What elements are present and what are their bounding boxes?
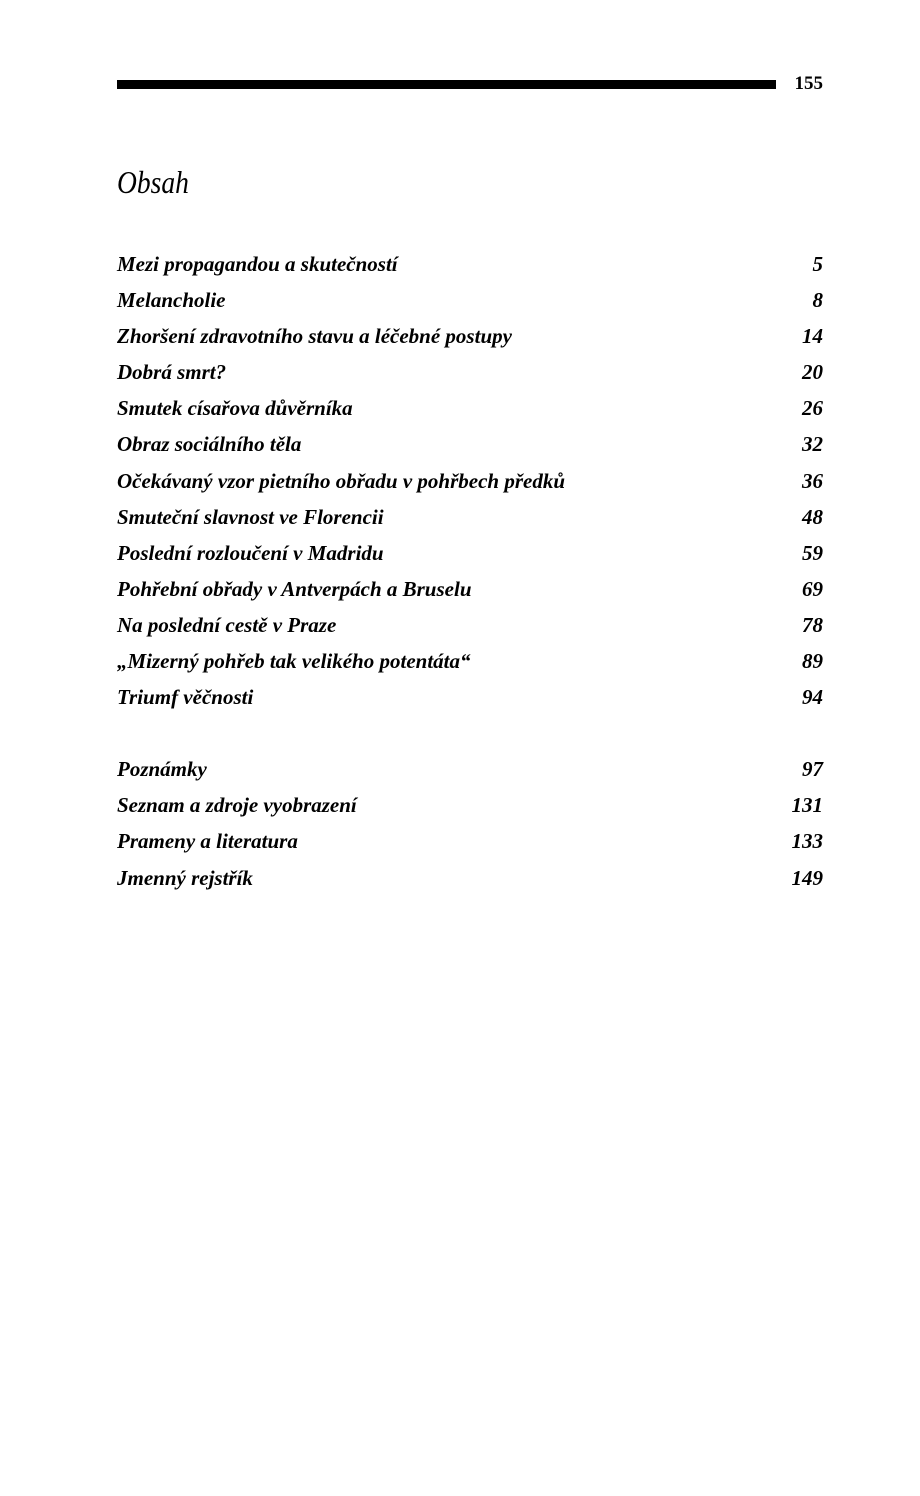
toc-entry[interactable]: [117, 539, 823, 575]
toc-entry-label: Zhoršení zdravotního stavu a léčebné postupy: [117, 324, 512, 349]
toc-entry[interactable]: [117, 286, 823, 322]
appendix-entry-label: Jmenný rejstřík: [117, 865, 253, 890]
toc-entry[interactable]: [117, 430, 823, 466]
toc-entry-label: Na poslední cestě v Praze: [117, 612, 337, 637]
toc-entry-page: 89: [802, 649, 823, 674]
toc-entry[interactable]: [117, 322, 823, 358]
toc-entry-label: Poslední rozloučení v Madridu: [117, 540, 384, 565]
toc-entry-label: Pohřební obřady v Antverpách a Bruselu: [117, 576, 472, 601]
appendix-entry[interactable]: [117, 791, 823, 827]
toc-entry[interactable]: [117, 250, 823, 286]
toc-entry-page: 94: [802, 685, 823, 710]
toc-entry-label: Očekávaný vzor pietního obřadu v pohřbech předků: [117, 468, 565, 493]
toc-entry-label: Dobrá smrt?: [117, 360, 227, 385]
toc-entry-page: 20: [802, 360, 823, 385]
toc-entry-page: 78: [802, 612, 823, 637]
toc-entry-page: 26: [802, 396, 823, 421]
toc-entry[interactable]: [117, 647, 823, 683]
appendix-entry-label: Seznam a zdroje vyobrazení: [117, 793, 357, 818]
page-number: 155: [794, 73, 823, 94]
toc-entry-page: 69: [802, 576, 823, 601]
toc-entry[interactable]: [117, 575, 823, 611]
appendix-entry[interactable]: [117, 755, 823, 791]
toc-entry-label: Obraz sociálního těla: [117, 432, 302, 457]
toc-entry-page: 32: [802, 432, 823, 457]
appendix-entry-label: Poznámky: [117, 757, 207, 782]
toc-entry-page: 48: [802, 504, 823, 529]
toc-entry-label: Mezi propagandou a skutečností: [117, 252, 398, 276]
toc-entry[interactable]: [117, 683, 823, 719]
toc-entry-label: „Mizerný pohřeb tak velikého potentáta“: [117, 649, 471, 674]
toc-entry-label: Smuteční slavnost ve Florencii: [117, 504, 384, 529]
toc-entry-page: 59: [802, 540, 823, 565]
header-rule: [117, 80, 776, 89]
toc-entry-label: Triumf věčnosti: [117, 685, 254, 710]
appendix-entry[interactable]: [117, 827, 823, 863]
section-spacer: [117, 719, 823, 755]
toc-entry-page: 36: [802, 468, 823, 493]
toc-entry[interactable]: [117, 394, 823, 430]
appendix-entry[interactable]: [117, 864, 823, 900]
toc-entry-page: 14: [802, 324, 823, 349]
page-title: Obsah: [117, 164, 189, 200]
toc-entry[interactable]: [117, 503, 823, 539]
appendix-entry-label: Prameny a literatura: [117, 829, 298, 854]
appendix-entry-page: 131: [791, 793, 823, 818]
toc-entry-page: 5: [812, 252, 823, 276]
table-of-contents: [117, 250, 823, 900]
toc-entry-label: Melancholie: [117, 288, 226, 313]
toc-entry[interactable]: [117, 467, 823, 503]
appendix-entry-page: 149: [791, 865, 823, 890]
toc-entry[interactable]: [117, 611, 823, 647]
appendix-entry-page: 133: [791, 829, 823, 854]
toc-entry-page: 8: [812, 288, 823, 313]
appendix-entry-page: 97: [802, 757, 823, 782]
toc-entry[interactable]: [117, 358, 823, 394]
toc-entry-label: Smutek císařova důvěrníka: [117, 396, 353, 421]
